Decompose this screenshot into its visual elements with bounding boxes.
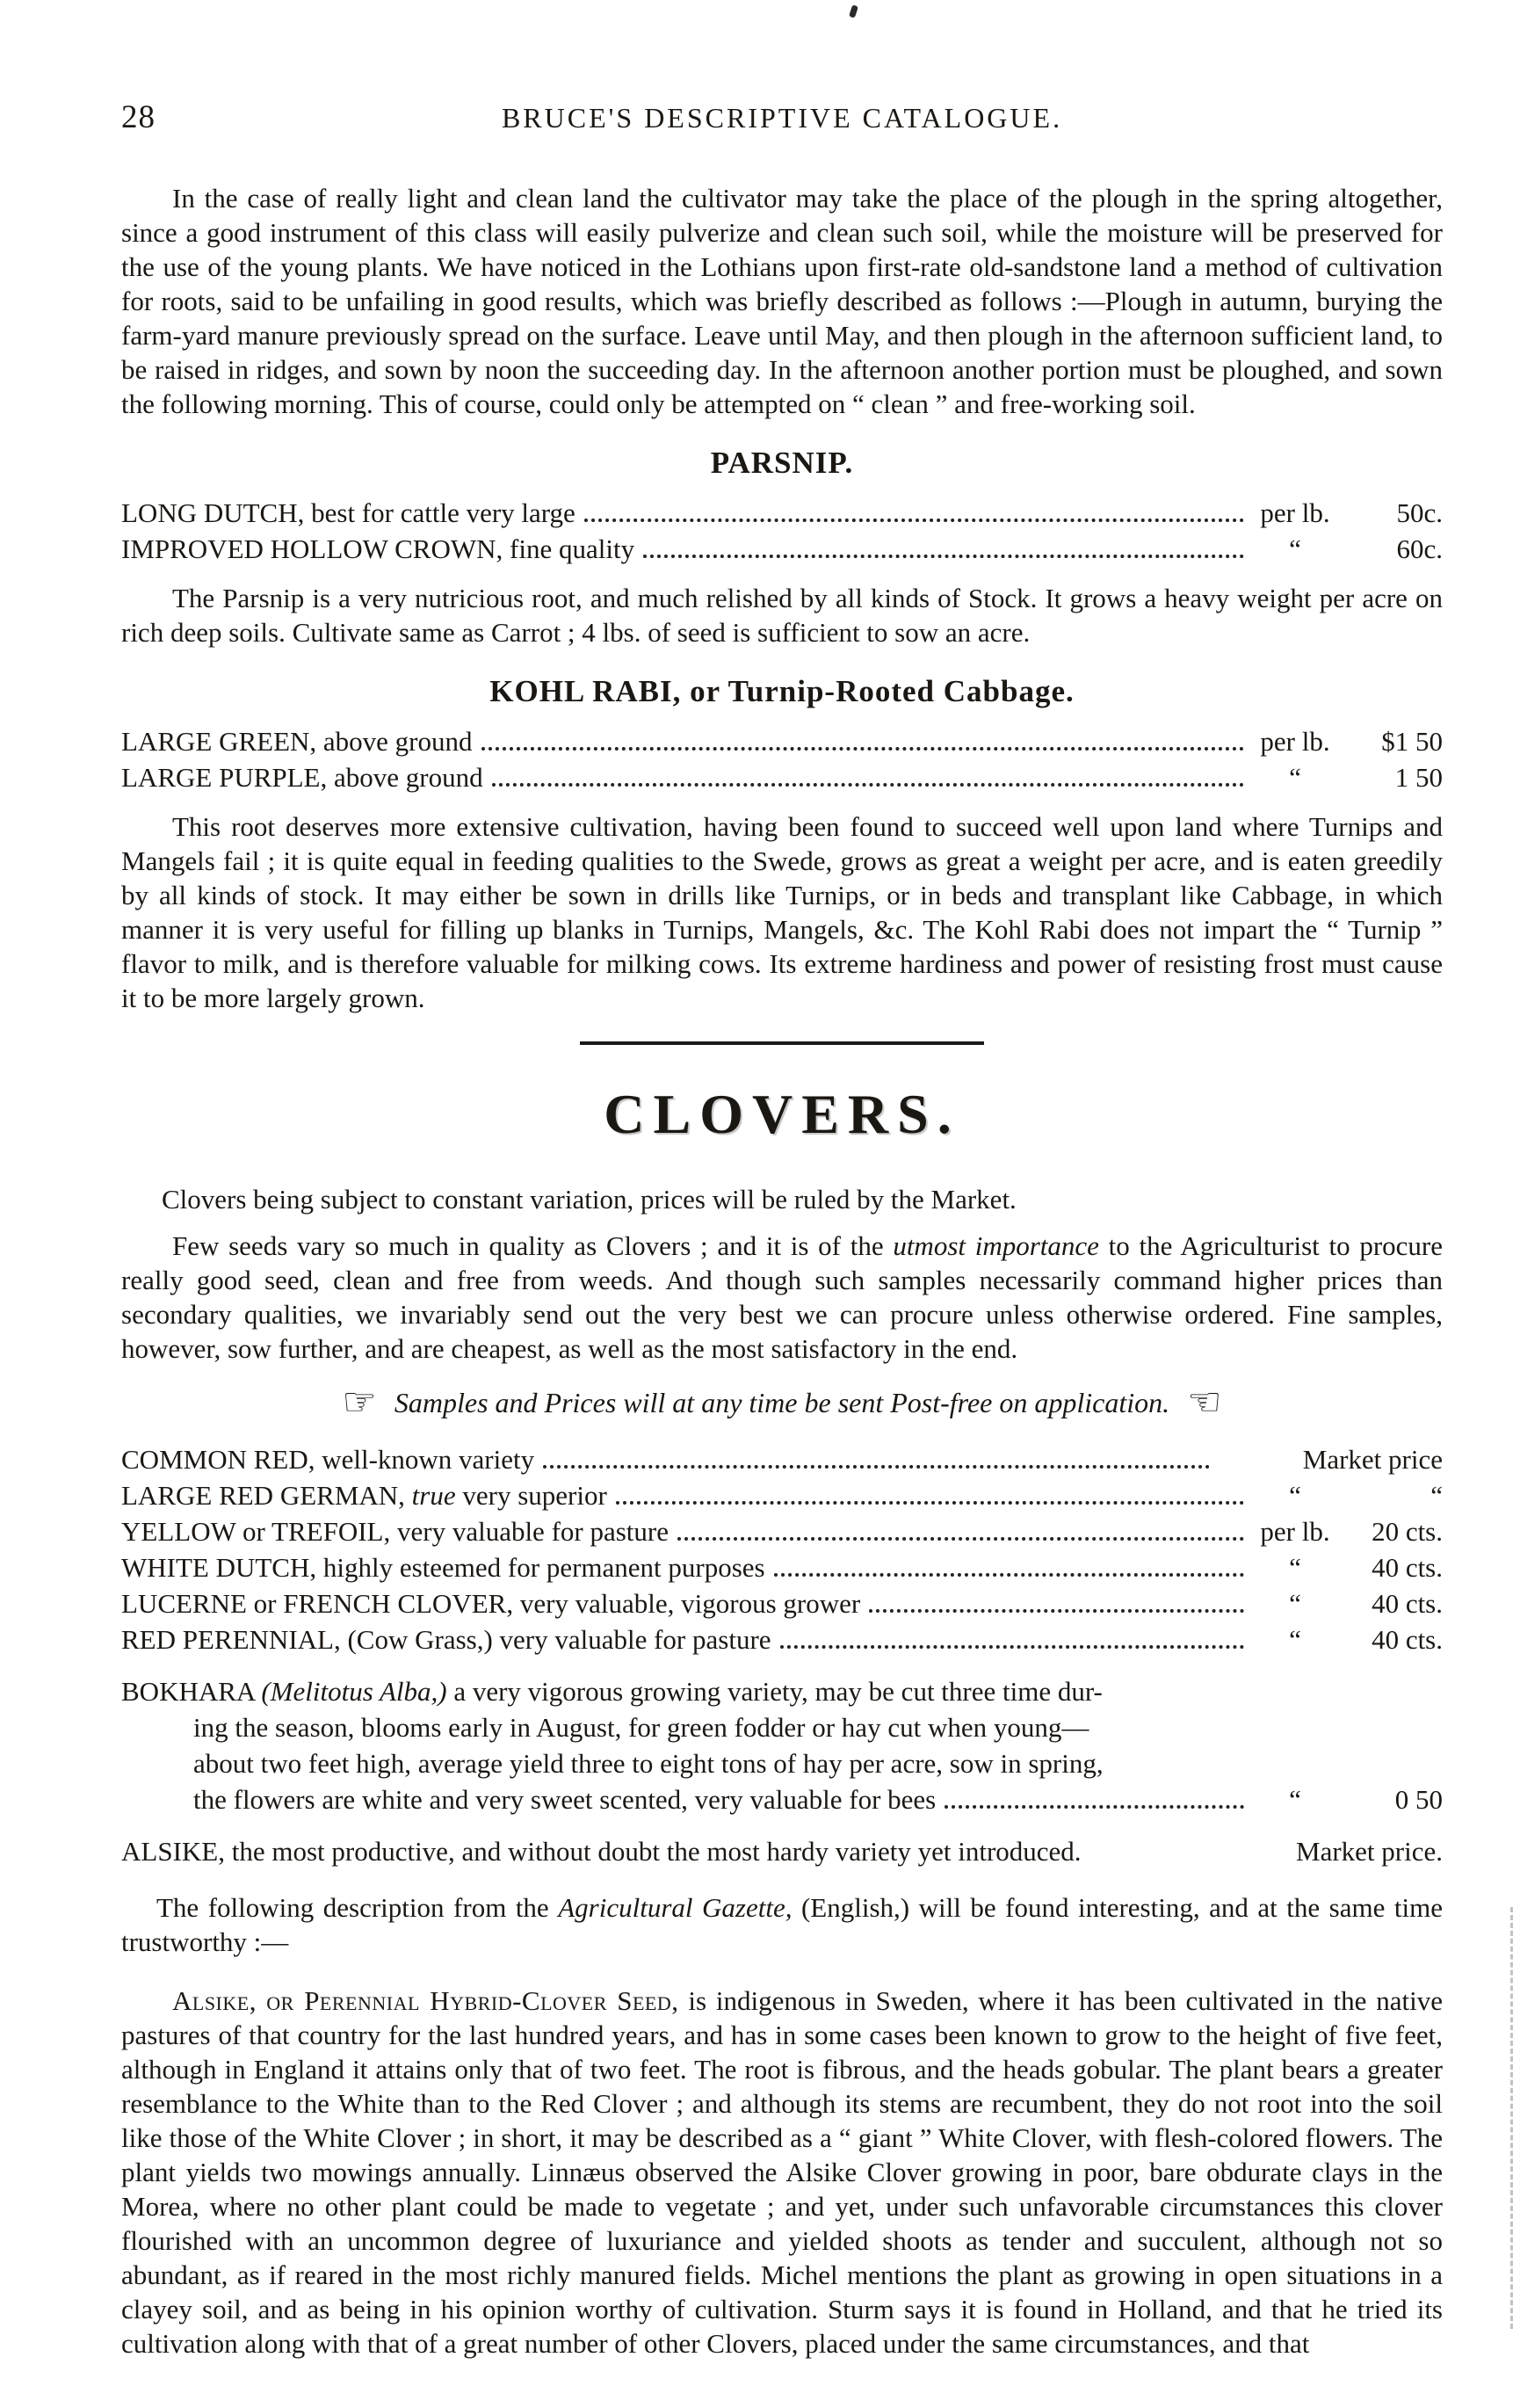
postfree-notice xyxy=(121,1380,1443,1425)
scan-artifact xyxy=(849,4,858,18)
price-unit: per lb. xyxy=(1260,497,1330,528)
bokhara-line: ing the season, blooms early in August, for green fodder or hay cut when young— xyxy=(193,1712,1089,1743)
bokhara-entry xyxy=(121,1673,1443,1817)
price-row-white-dutch xyxy=(121,1549,1443,1585)
variety-text xyxy=(121,1477,607,1513)
variety-text xyxy=(121,1585,860,1621)
dot-leader xyxy=(780,1621,1244,1649)
page-header xyxy=(121,98,1443,144)
price-unit: “ xyxy=(1289,762,1301,793)
price-value: Market price xyxy=(1302,1444,1443,1475)
price-unit: “ xyxy=(1289,1480,1301,1511)
variety-desc: the flowers are white and very sweet scented, very valuable for bees xyxy=(193,1784,937,1815)
variety-text xyxy=(121,723,473,759)
bokhara-line xyxy=(121,1673,1443,1709)
postfree-notice-text: Samples and Prices will at any time be sent Post-free on application. xyxy=(394,1386,1170,1418)
variety-text xyxy=(121,1441,534,1477)
pointing-hand-left-icon: ☜ xyxy=(1187,1380,1222,1425)
price-unit: “ xyxy=(1289,1784,1301,1815)
variety-text xyxy=(121,495,575,531)
alsike-description xyxy=(121,1984,1443,2361)
variety-text xyxy=(121,759,483,795)
latin-name: (Melitotus Alba,) xyxy=(261,1676,447,1707)
scan-edge-noise xyxy=(1510,1907,1513,2329)
price-value: 40 cts. xyxy=(1372,1624,1443,1655)
variety-name: IMPROVED HOLLOW CROWN, xyxy=(121,533,503,564)
price-value: “ xyxy=(1430,1480,1443,1511)
variety-name: BOKHARA xyxy=(121,1676,262,1707)
variety-text xyxy=(121,531,634,567)
price-unit: per lb. xyxy=(1260,1516,1330,1547)
price-row-long-dutch xyxy=(121,495,1443,531)
dot-leader xyxy=(616,1477,1244,1505)
page-number: 28 xyxy=(121,99,156,135)
dot-leader xyxy=(945,1781,1244,1809)
alsike-description-lead: Alsike, or Perennial Hybrid-Clover Seed, xyxy=(172,1985,679,2016)
quality-text: to the Agriculturist to procure really good seed, clean and free from weeds. And though such samples necessarily command higher prices than secondary qualities, we invariably send out the very best we can procure unless otherwise ordered. Fine samples, however, sow further, and are cheapest, as well as the most satisfactory in the end. xyxy=(121,1230,1443,1364)
price-value: 0 50 xyxy=(1394,1784,1443,1815)
clovers-market-note: Clovers being subject to constant variation, prices will be ruled by the Market. xyxy=(162,1184,1017,1215)
price-value: 40 cts. xyxy=(1372,1552,1443,1583)
section-divider xyxy=(580,1041,984,1045)
dot-leader xyxy=(774,1549,1244,1577)
variety-text xyxy=(121,1549,765,1585)
kohl-rabi-note: This root deserves more extensive cultivation, having been found to succeed well upon land where Turnips and Mangels fail ; it is quite equal in feeding qualities to the Swede, grows as great a weight per acre, and is eaten greedily by all kinds of stock. It may either be sown in drills like Turnips, or in beds and transplant like Cabbage, in which manner it is very useful for filling up blanks in Turnips, Mangels, &c. The Kohl Rabi does not impart the “ Turnip ” flavor to milk, and is therefore valuable for milking cows. Its extreme hardiness and power of resisting frost must cause it to be more largely grown. xyxy=(121,811,1443,1013)
clovers-heading: CLOVERS. xyxy=(604,1083,960,1145)
price-value: Market price. xyxy=(1296,1836,1443,1867)
dot-leader xyxy=(869,1585,1244,1613)
quality-text-italic: utmost importance xyxy=(893,1230,1099,1261)
gazette-title-italic: Agricultural Gazette, xyxy=(558,1892,793,1923)
dot-leader xyxy=(492,759,1244,787)
dot-leader xyxy=(677,1513,1244,1541)
variety-name: YELLOW or TREFOIL, xyxy=(121,1516,391,1547)
price-value: 50c. xyxy=(1396,497,1443,528)
variety-desc: well-known variety xyxy=(322,1444,535,1475)
dot-leader xyxy=(543,1441,1210,1469)
variety-desc: (Cow Grass,) very valuable for pasture xyxy=(347,1624,771,1655)
variety-desc-italic: true xyxy=(411,1480,456,1511)
price-unit: “ xyxy=(1289,1588,1301,1619)
price-row-yellow-trefoil xyxy=(121,1513,1443,1549)
price-unit: “ xyxy=(1289,1552,1301,1583)
bokhara-line xyxy=(121,1781,1443,1817)
price-value: 60c. xyxy=(1396,533,1443,564)
variety-name: WHITE DUTCH, xyxy=(121,1552,317,1583)
clovers-section xyxy=(121,1082,1443,2361)
variety-name: LUCERNE or FRENCH CLOVER, xyxy=(121,1588,514,1619)
price-unit: per lb. xyxy=(1260,726,1330,757)
gazette-text: The following description from the xyxy=(156,1892,559,1923)
price-value: 40 cts. xyxy=(1372,1588,1443,1619)
price-row-hollow-crown xyxy=(121,531,1443,567)
alsike-entry xyxy=(121,1833,1443,1869)
variety-name: RED PERENNIAL, xyxy=(121,1624,341,1655)
dot-leader xyxy=(481,723,1245,751)
clover-price-list xyxy=(121,1441,1443,1657)
variety-name: LARGE RED GERMAN, xyxy=(121,1480,405,1511)
parsnip-section xyxy=(121,446,1443,649)
dot-leader xyxy=(584,495,1244,522)
variety-desc: above ground xyxy=(322,726,473,757)
price-unit: “ xyxy=(1289,533,1301,564)
price-row-red-german xyxy=(121,1477,1443,1513)
variety-desc: best for cattle very large xyxy=(311,497,575,528)
variety-text xyxy=(121,1513,669,1549)
variety-desc: very superior xyxy=(462,1480,607,1511)
price-value: 1 50 xyxy=(1394,762,1443,793)
price-value: 20 cts. xyxy=(1372,1516,1443,1547)
dot-leader xyxy=(643,531,1244,558)
parsnip-note: The Parsnip is a very nutricious root, and much relished by all kinds of Stock. It grows a heavy weight per acre on rich deep soils. Cultivate same as Carrot ; 4 lbs. of seed is sufficient to sow an acre. xyxy=(121,583,1443,648)
bokhara-line: about two feet high, average yield three to eight tons of hay per acre, sow in spring, xyxy=(193,1748,1104,1779)
kohl-rabi-heading: KOHL RABI, or Turnip-Rooted Cabbage. xyxy=(489,674,1075,708)
variety-name: LARGE PURPLE, xyxy=(121,762,328,793)
variety-desc: a very vigorous growing variety, may be cut three time dur- xyxy=(446,1676,1103,1707)
clovers-quality-paragraph xyxy=(121,1229,1443,1366)
variety-desc: very valuable, vigorous grower xyxy=(519,1588,861,1619)
pointing-hand-right-icon: ☞ xyxy=(342,1380,377,1425)
variety-desc: highly esteemed for permanent purposes xyxy=(322,1552,765,1583)
variety-desc: above ground xyxy=(334,762,483,793)
cultivation-paragraph: In the case of really light and clean land the cultivator may take the place of the plough in the spring altogether, since a good instrument of this class will easily pulverize and clean such soil, while the moisture will be preserved for the use of the young plants. We have noticed in the Lothians upon first-rate old-sandstone land a method of cultivation for roots, said to be unfailing in good results, which was briefly described as follows :—Plough in autumn, burying the farm-yard manure previously spread on the surface. Leave until May, and then plough in the afternoon sufficient land, to be raised in ridges, and sown by noon the succeeding day. In the afternoon another portion must be ploughed, and sown the following morning. This of course, could only be attempted on “ clean ” and free-working soil. xyxy=(121,183,1443,419)
price-value: $1 50 xyxy=(1381,726,1443,757)
variety-desc: fine quality xyxy=(510,533,635,564)
quality-text: Few seeds vary so much in quality as Clovers ; and it is of the xyxy=(172,1230,894,1261)
variety-name: LARGE GREEN, xyxy=(121,726,317,757)
variety-name: LONG DUTCH, xyxy=(121,497,305,528)
alsike-description-body: is indigenous in Sweden, where it has been cultivated in the native pastures of that country for the last hundred years, and has in some cases been known to grow to the height of five feet, although in England it attains only that of two feet. The root is fibrous, and the heads gobular. The plant bears a greater resemblance to the White than to the Red Clover ; and although its stems are recumbent, they do not root into the soil like those of the White Clover ; in short, it may be described as a “ giant ” White Clover, with flesh-colored flowers. The plant yields two mowings annually. Linnæus observed the Alsike Clover growing in poor, bare obdurate clays in the Morea, where no other plant could be made to vegetate ; and yet, under such unfavorable circumstances this clover flourished with an uncommon degree of luxuriance and yielded shoots as tender and succulent, although not so abundant, as if reared in the most richly manured fields. Michel mentions the plant as growing in open situations in a clayey soil, and as being in his opinion worthy of cultivation. Sturm says it is found in Holland, and that he tried its cultivation along with that of a great number of other Clovers, placed under the same circumstances, and that xyxy=(121,1985,1443,2359)
price-unit: “ xyxy=(1289,1624,1301,1655)
gazette-note xyxy=(121,1890,1443,1959)
price-row-large-purple xyxy=(121,759,1443,795)
kohl-rabi-section xyxy=(121,674,1443,1015)
price-row-red-perennial xyxy=(121,1621,1443,1657)
running-title: BRUCE'S DESCRIPTIVE CATALOGUE. xyxy=(501,102,1063,134)
variety-name: COMMON RED, xyxy=(121,1444,315,1475)
gazette-text: (English,) will be found interesting, and at the same time trustworthy :— xyxy=(121,1892,1443,1957)
variety-desc: very valuable for pasture xyxy=(396,1516,669,1547)
variety-text xyxy=(121,1621,771,1657)
variety-text: ALSIKE, the most productive, and without doubt the most hardy variety yet introduced. xyxy=(121,1836,1082,1867)
price-row-common-red xyxy=(121,1441,1443,1477)
price-row-lucerne xyxy=(121,1585,1443,1621)
parsnip-heading: PARSNIP. xyxy=(710,446,854,480)
price-row-large-green xyxy=(121,723,1443,759)
